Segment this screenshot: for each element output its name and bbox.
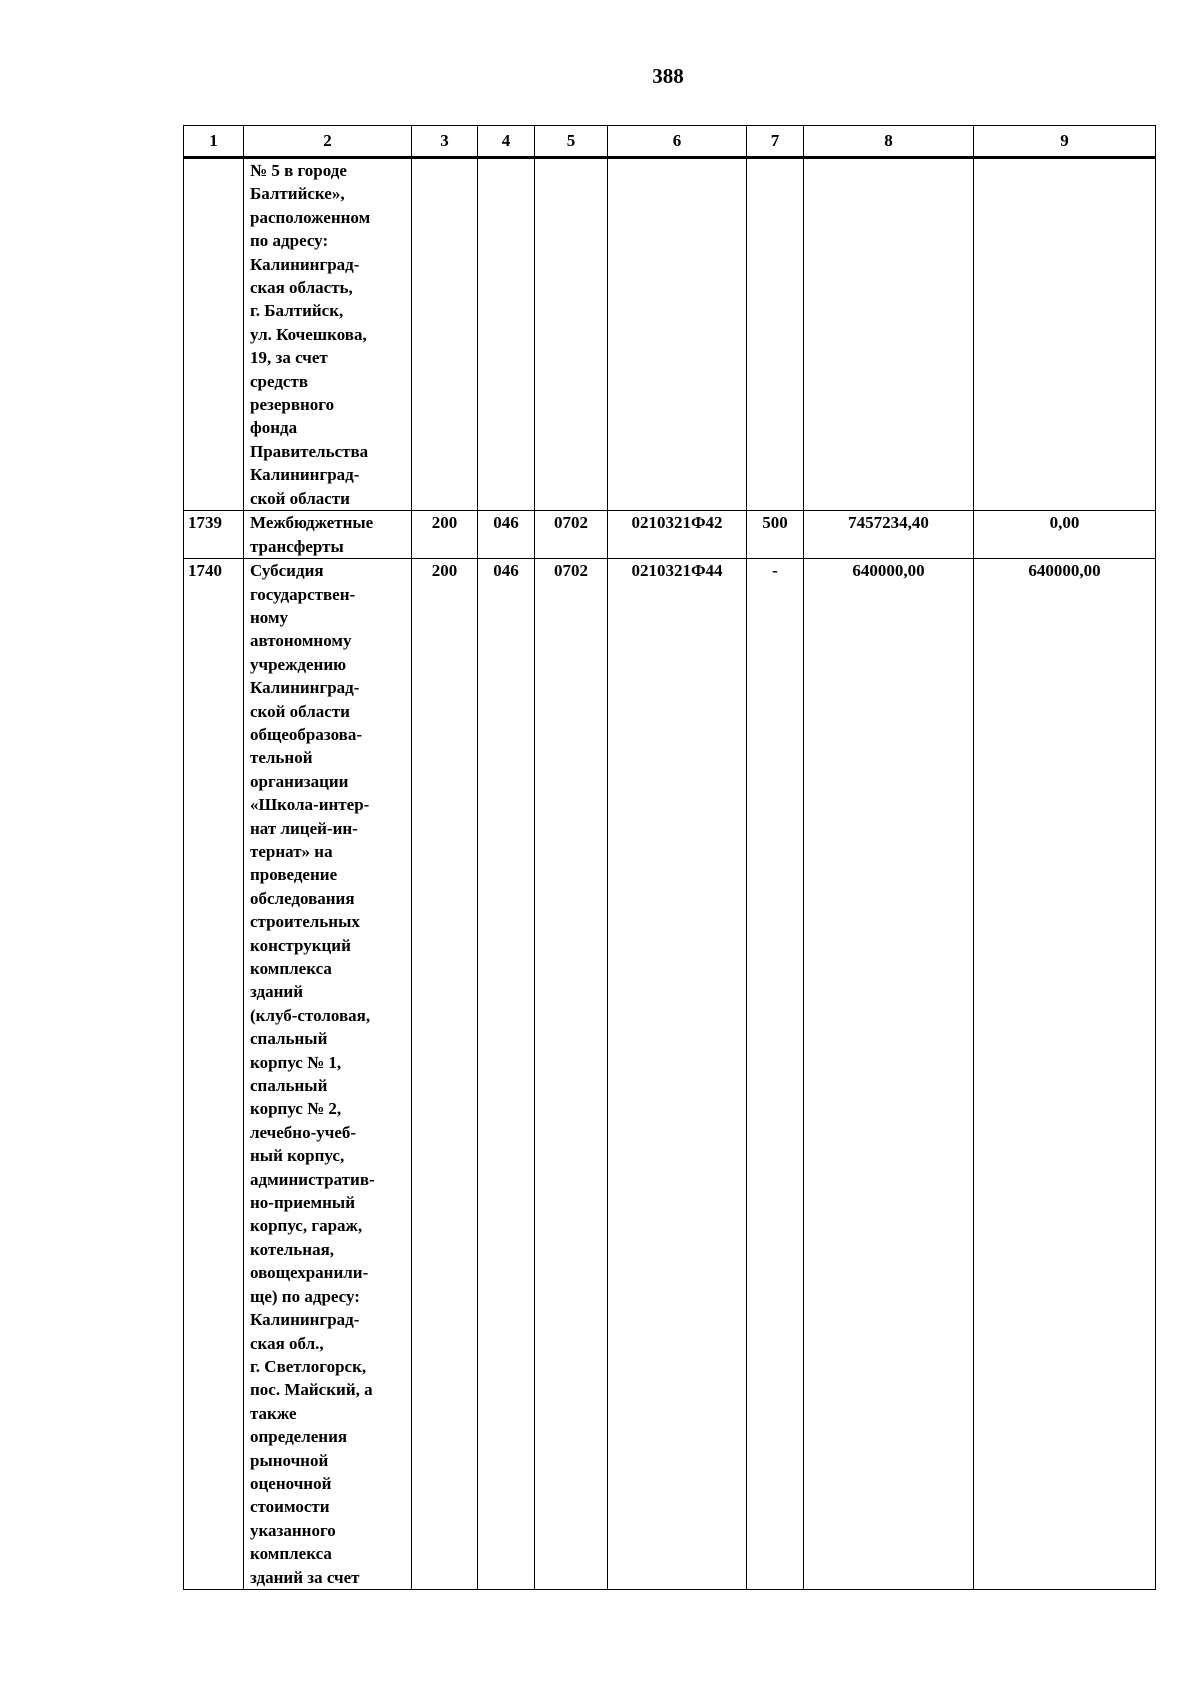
code-cell: 0210321Ф42 — [608, 511, 747, 559]
table-row — [184, 559, 1156, 1590]
header-row — [184, 126, 1156, 158]
code-cell — [747, 158, 804, 511]
table-row — [184, 158, 1156, 511]
code-cell: 500 — [747, 511, 804, 559]
amount-cell — [804, 158, 974, 511]
code-cell — [478, 158, 535, 511]
description-cell: Субсидия государствен- ному автономному учреждению Калининград- ской области общеобразова- тельной организации «Школа-интер- нат лицей-ин- тернат» на проведение обследования строительных конструкций комплекса зданий (клуб-столовая, спальный корпус № 1, спальный корпус № 2, лечебно-учеб- ный корпус, административ- но-приемный корпус, гараж, котельная, овощехранили- ще) по адресу: Калининград- ская обл., г. Светлогорск, пос. Майский, а также определения рыночной оценочной стоимости указанного комплекса зданий за счет — [244, 559, 412, 1590]
code-cell: - — [747, 559, 804, 1590]
header-col-1: 1 — [184, 126, 244, 158]
amount-cell: 640000,00 — [804, 559, 974, 1590]
header-col-2: 2 — [244, 126, 412, 158]
code-cell — [608, 158, 747, 511]
header-col-7: 7 — [747, 126, 804, 158]
page-number: 388 — [652, 64, 684, 88]
amount-cell: 7457234,40 — [804, 511, 974, 559]
header-col-8: 8 — [804, 126, 974, 158]
description-cell: № 5 в городе Балтийске», расположенном по адресу: Калининград- ская область, г. Балтийск, ул. Кочешкова, 19, за счет средств резервного фонда Правительства Калининград- ской области — [244, 158, 412, 511]
code-cell: 046 — [478, 559, 535, 1590]
amount-cell: 0,00 — [974, 511, 1156, 559]
header-col-5: 5 — [535, 126, 608, 158]
code-cell: 0210321Ф44 — [608, 559, 747, 1590]
header-col-9: 9 — [974, 126, 1156, 158]
code-cell: 0702 — [535, 511, 608, 559]
code-cell: 0702 — [535, 559, 608, 1590]
code-cell — [535, 158, 608, 511]
row-number-cell: 1739 — [184, 511, 244, 559]
row-number-cell — [184, 158, 244, 511]
budget-table — [183, 125, 1156, 1590]
code-cell: 046 — [478, 511, 535, 559]
code-cell: 200 — [412, 511, 478, 559]
code-cell: 200 — [412, 559, 478, 1590]
table-row — [184, 511, 1156, 559]
amount-cell — [974, 158, 1156, 511]
amount-cell: 640000,00 — [974, 559, 1156, 1590]
header-col-3: 3 — [412, 126, 478, 158]
header-col-4: 4 — [478, 126, 535, 158]
code-cell — [412, 158, 478, 511]
header-col-6: 6 — [608, 126, 747, 158]
row-number-cell: 1740 — [184, 559, 244, 1590]
description-cell: Межбюджетные трансферты — [244, 511, 412, 559]
